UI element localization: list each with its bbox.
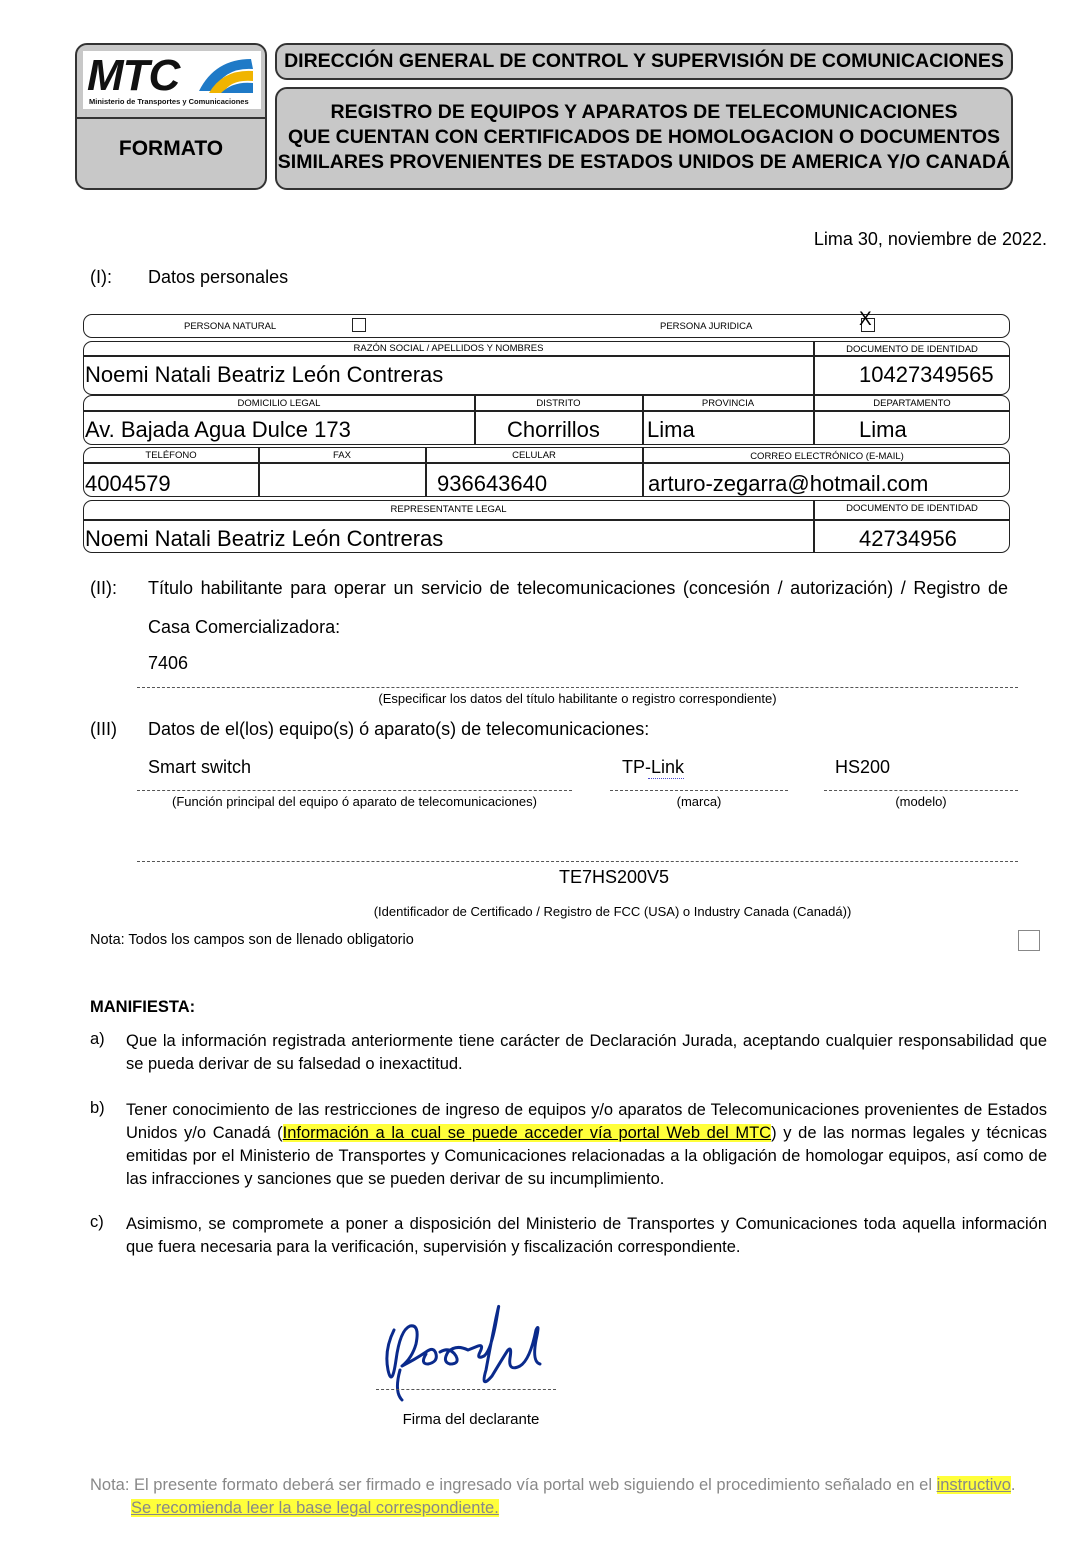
persona-natural-checkbox[interactable]	[352, 318, 366, 332]
footer-line2	[131, 1499, 499, 1518]
register-title-line2: QUE CUENTAN CON CERTIFICADOS DE HOMOLOGACION O DOCUMENTOS	[287, 126, 1001, 148]
section1-title: Datos personales	[148, 267, 289, 287]
telefono-label: TELÉFONO	[145, 450, 197, 461]
domicilio-value[interactable]: Av. Bajada Agua Dulce 173	[85, 417, 351, 442]
model-caption: (modelo)	[895, 794, 947, 809]
persona-type-row	[83, 309, 1010, 338]
persona-juridica-label: PERSONA JURIDICA	[660, 321, 753, 332]
distrito-label: DISTRITO	[536, 398, 581, 409]
footer-note-text: Nota: El presente formato deberá ser firmado e ingresado vía portal web siguiendo el procedimiento señalado en el	[90, 1476, 937, 1494]
row-divider	[84, 462, 1009, 464]
representante-value[interactable]: Noemi Natali Beatriz León Contreras	[85, 526, 444, 551]
direction-box	[275, 43, 1013, 80]
signature-image	[380, 1300, 550, 1410]
row-divider	[84, 519, 1009, 521]
section1-number: (I):	[90, 267, 112, 287]
section2-number: (II):	[90, 578, 117, 598]
formato-label: FORMATO	[118, 137, 224, 160]
equipment-brand-value[interactable]: TP-Link	[622, 757, 685, 777]
register-title-line1: REGISTRO DE EQUIPOS Y APARATOS DE TELECOMUNICACIONES	[330, 101, 958, 123]
brand-line	[610, 790, 788, 791]
logo-divider	[77, 117, 265, 119]
item-b-text	[126, 1099, 1047, 1191]
item-a-letter: a)	[90, 1030, 105, 1048]
row-divider	[84, 410, 1009, 412]
identifier-caption: (Identificador de Certificado / Registro de FCC (USA) o Industry Canada (Canadá))	[373, 904, 852, 919]
provincia-label: PROVINCIA	[701, 398, 755, 409]
distrito-value[interactable]: Chorrillos	[507, 417, 600, 442]
doc-identidad-value[interactable]: 10427349565	[859, 362, 994, 387]
register-title-line3: SIMILARES PROVENIENTES DE ESTADOS UNIDOS DE AMERICA Y/O CANADÁ	[277, 151, 1011, 173]
instructivo-link[interactable]: instructivo	[936, 1476, 1011, 1494]
identifier-value[interactable]: TE7HS200V5	[559, 867, 670, 887]
domicilio-label: DOMICILIO LEGAL	[237, 398, 321, 409]
persona-juridica-mark: X	[859, 309, 872, 330]
telefono-value[interactable]: 4004579	[85, 471, 171, 496]
identifier-line	[137, 861, 1018, 862]
mandatory-note: Nota: Todos los campos son de llenado obligatorio	[90, 932, 414, 948]
mtc-logo	[83, 51, 261, 109]
signature-line	[376, 1389, 556, 1390]
item-b-text-start: Tener conocimiento de las restricciones de ingreso de equipos y/o aparatos de Telecomunicaciones provenientes de Estados Unidos y/o Canadá (	[126, 1101, 1047, 1142]
row-divider	[84, 355, 1009, 357]
equipment-model-value[interactable]: HS200	[835, 757, 891, 777]
model-line	[824, 790, 1018, 791]
correo-value[interactable]: arturo-zegarra@hotmail.com	[648, 471, 929, 496]
section2-title-line1: Título habilitante para operar un servicio de telecomunicaciones (concesión / autorización) / Registro de	[148, 578, 1008, 598]
doc-identidad-label: DOCUMENTO DE IDENTIDAD	[846, 344, 978, 355]
register-title-box	[275, 87, 1013, 190]
razon-social-value[interactable]: Noemi Natali Beatriz León Contreras	[85, 362, 444, 387]
rep-doc-label: DOCUMENTO DE IDENTIDAD	[846, 503, 978, 514]
function-line	[137, 790, 572, 791]
signature-label: Firma del declarante	[402, 1411, 540, 1428]
domicilio-row	[83, 395, 1010, 445]
base-legal-link[interactable]: Se recomienda leer la base legal correspondiente.	[131, 1499, 499, 1517]
item-c-letter: c)	[90, 1213, 104, 1231]
blank-checkbox[interactable]	[1018, 930, 1040, 951]
titulo-habilitante-caption: (Especificar los datos del título habilitante o registro correspondiente)	[378, 691, 777, 706]
spellcheck-underline	[648, 778, 684, 779]
footer-note	[90, 1476, 1015, 1495]
celular-value[interactable]: 936643640	[437, 471, 548, 496]
razon-social-label: RAZÓN SOCIAL / APELLIDOS Y NOMBRES	[353, 343, 544, 354]
representante-row	[83, 500, 1010, 553]
item-c-text: Asimismo, se compromete a poner a disposición del Ministerio de Transportes y Comunicaciones toda aquella información que fuera necesaria para la verificación, supervisión y fiscalización correspondiente.	[126, 1215, 1047, 1256]
item-b-text-end: ) y de las normas legales y técnicas emitidas por el Ministerio de Transportes y Comunicaciones relacionadas a la obligación de homologar equipos, así como de las infracciones y sanciones que se pueden derivar de su incumplimiento.	[126, 1124, 1047, 1188]
header-logo-box	[75, 43, 267, 190]
logo-emblem-icon	[195, 55, 257, 97]
footer-note-end: .	[1010, 1476, 1016, 1494]
function-caption: (Función principal del equipo ó aparato de telecomunicaciones)	[172, 794, 537, 809]
celular-label: CELULAR	[512, 450, 556, 461]
titulo-habilitante-value[interactable]: 7406	[148, 653, 189, 673]
razon-social-row	[83, 341, 1010, 395]
representante-label: REPRESENTANTE LEGAL	[390, 504, 507, 515]
section3-title: Datos de el(los) equipo(s) ó aparato(s) de telecomunicaciones:	[148, 719, 650, 739]
mtc-portal-link[interactable]: Información a la cual se puede acceder vía portal Web del MTC	[282, 1124, 772, 1142]
logo-subtitle: Ministerio de Transportes y Comunicaciones	[89, 97, 249, 106]
logo-text: MTC	[87, 51, 180, 100]
contact-row	[83, 447, 1010, 497]
titulo-habilitante-line	[137, 687, 1018, 688]
departamento-value[interactable]: Lima	[859, 417, 907, 442]
persona-natural-label: PERSONA NATURAL	[184, 321, 277, 332]
section3-number: (III)	[90, 719, 117, 739]
document-date: Lima 30, noviembre de 2022.	[813, 229, 1047, 249]
fax-label: FAX	[333, 450, 351, 461]
rep-doc-value[interactable]: 42734956	[859, 526, 957, 551]
manifiesta-title: MANIFIESTA:	[90, 998, 196, 1016]
departamento-label: DEPARTAMENTO	[873, 398, 951, 409]
direction-title: DIRECCIÓN GENERAL DE CONTROL Y SUPERVISIÓN DE COMUNICACIONES	[284, 50, 1004, 72]
correo-label: CORREO ELECTRÓNICO (E-MAIL)	[750, 451, 904, 462]
item-b-letter: b)	[90, 1099, 105, 1117]
provincia-value[interactable]: Lima	[647, 417, 695, 442]
equipment-function-value[interactable]: Smart switch	[148, 757, 252, 777]
brand-caption: (marca)	[676, 794, 722, 809]
item-a-text: Que la información registrada anteriormente tiene carácter de Declaración Jurada, aceptando cualquier responsabilidad que se pueda derivar de su falsedad o inexactitud.	[126, 1032, 1047, 1073]
section2-title-line2: Casa Comercializadora:	[148, 617, 341, 637]
register-title	[277, 100, 1011, 175]
